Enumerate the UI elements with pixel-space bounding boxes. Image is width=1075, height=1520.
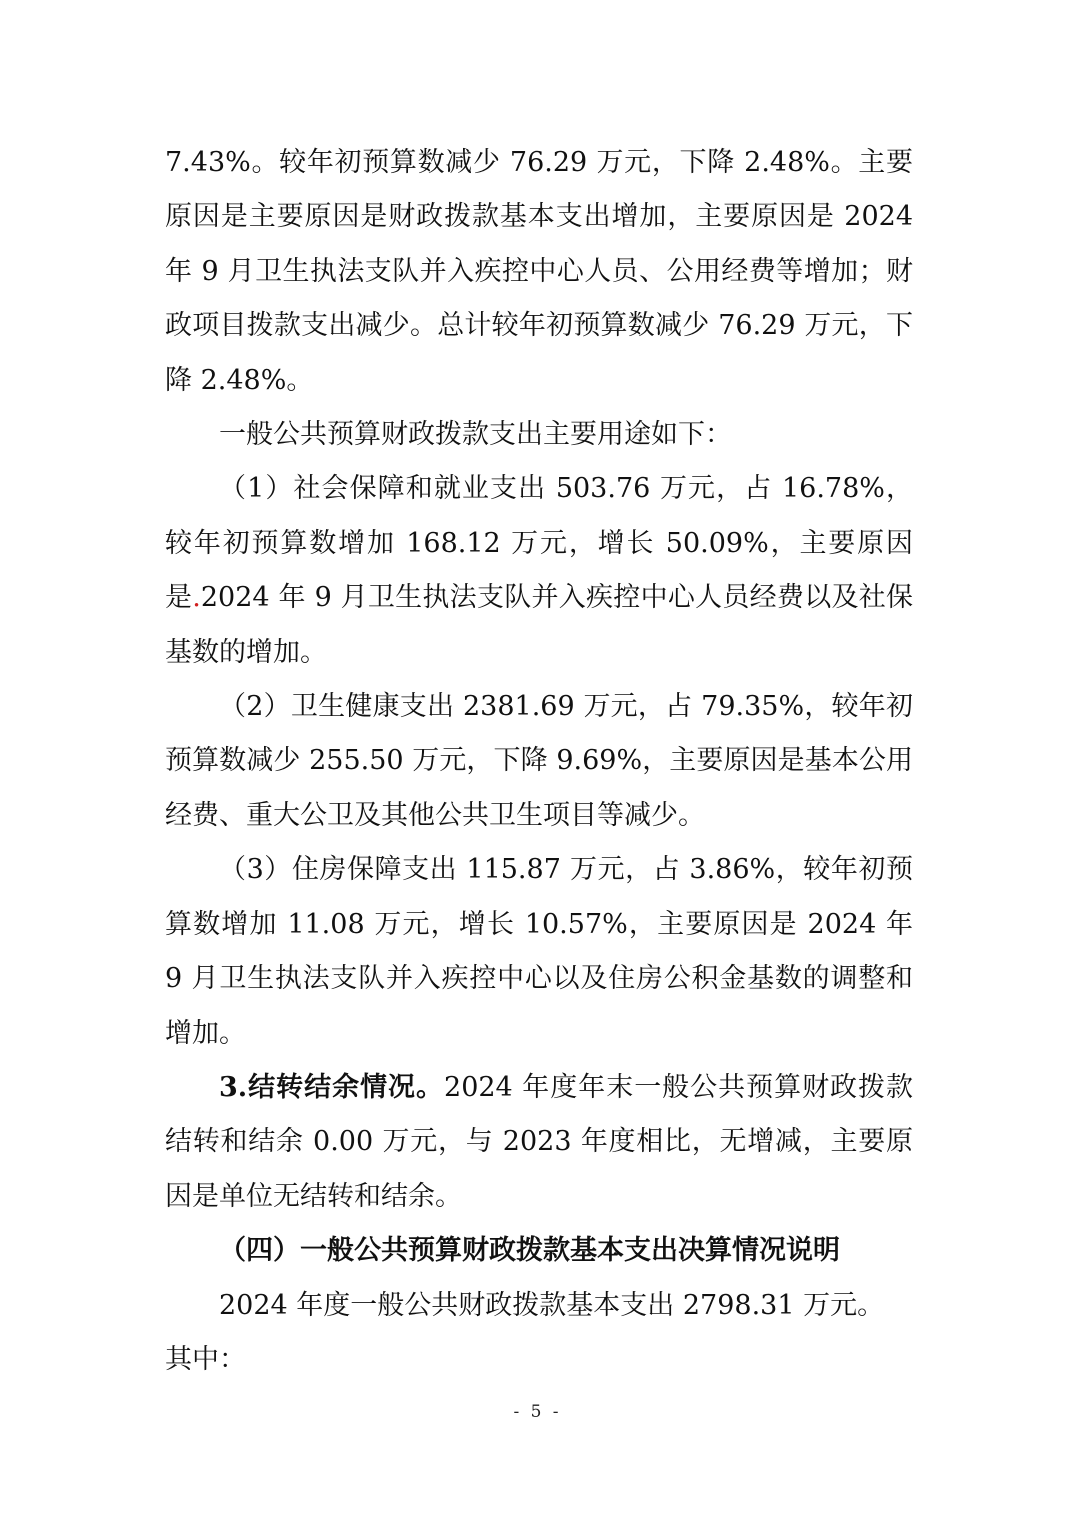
page-number: - 5 - [513, 1402, 562, 1422]
document-body [165, 136, 913, 1387]
paragraph-carryover [165, 1061, 913, 1224]
paragraph-health: （2）卫生健康支出 2381.69 万元，占 79.35%，较年初预算数减少 255.50 万元，下降 9.69%，主要原因是基本公用经费、重大公卫及其他公共卫生项目等减少。 [165, 691, 913, 831]
carryover-title: 3.结转结余情况。 [219, 1071, 445, 1103]
paragraph-basic-expenditure: 2024 年度一般公共财政拨款基本支出 2798.31 万元。 [219, 1289, 885, 1321]
social-security-text: （1）社会保障和就业支出 503.76 万元，占 16.78%，较年初预算数增加 168.12 万元，增长 50.09%，主要原因是 [165, 473, 913, 614]
carryover-text: 2024 年度年末一般公共预算财政拨款结转和结余 0.00 万元，与 2023 年度相比，无增减，主要原因是单位无结转和结余。 [165, 1071, 914, 1212]
social-security-reason: 2024 年 9 月卫生执法支队并入疾控中心人员经费以及社保基数的增加。 [165, 582, 914, 668]
paragraph-social-security [165, 462, 913, 680]
section-heading: （四）一般公共预算财政拨款基本支出决算情况说明 [219, 1235, 840, 1267]
red-mark: . [192, 582, 201, 614]
paragraph-among-them: 其中： [165, 1343, 246, 1375]
paragraph-budget-change: 7.43%。较年初预算数减少 76.29 万元，下降 2.48%。主要原因是主要原因是财政拨款基本支出增加，主要原因是 2024 年 9 月卫生执法支队并入疾控中心人员、公用经费等增加；财政项目拨款支出减少。总计较年初预算数减少 76.29 万元，下降 2.48%。 [165, 147, 913, 396]
paragraph-usage-intro: 一般公共预算财政拨款支出主要用途如下： [219, 419, 732, 451]
paragraph-housing: （3）住房保障支出 115.87 万元，占 3.86%，较年初预算数增加 11.08 万元，增长 10.57%，主要原因是 2024 年 9 月卫生执法支队并入疾控中心以及住房公积金基数的调整和增加。 [165, 854, 913, 1049]
